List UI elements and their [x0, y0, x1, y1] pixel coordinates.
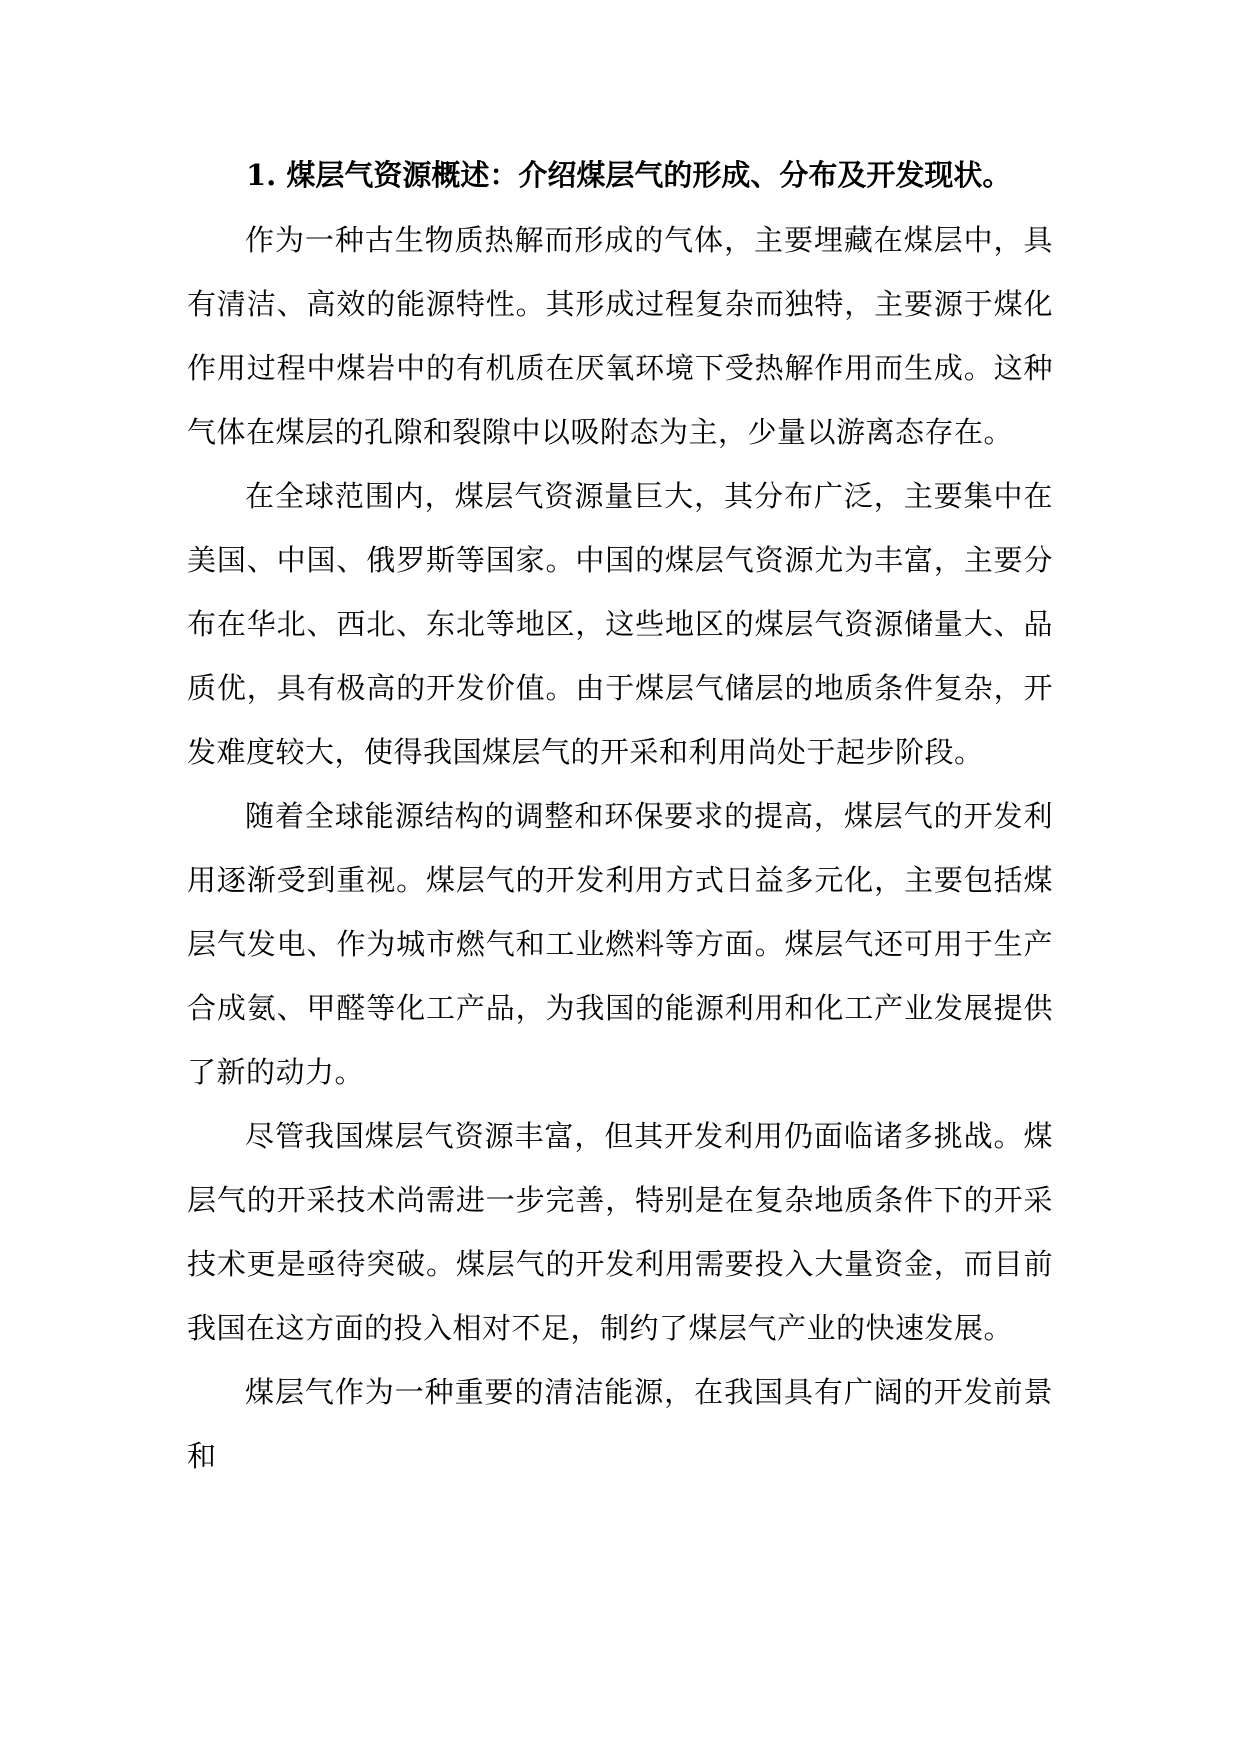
document-body	[187, 142, 1053, 1488]
paragraph-prospects: 煤层气作为一种重要的清洁能源，在我国具有广阔的开发前景和	[187, 1375, 1053, 1473]
paragraph-challenges: 尽管我国煤层气资源丰富，但其开发利用仍面临诸多挑战。煤层气的开采技术尚需进一步完善，特别是在复杂地质条件下的开采技术更是亟待突破。煤层气的开发利用需要投入大量资金，而目前我国在这方面的投入相对不足，制约了煤层气产业的快速发展。	[187, 1119, 1053, 1345]
paragraph-distribution: 在全球范围内，煤层气资源量巨大，其分布广泛，主要集中在美国、中国、俄罗斯等国家。中国的煤层气资源尤为丰富，主要分布在华北、西北、东北等地区，这些地区的煤层气资源储量大、品质优，具有极高的开发价值。由于煤层气储层的地质条件复杂，开发难度较大，使得我国煤层气的开采和利用尚处于起步阶段。	[187, 479, 1053, 769]
paragraph-formation: 作为一种古生物质热解而形成的气体，主要埋藏在煤层中，具有清洁、高效的能源特性。其形成过程复杂而独特，主要源于煤化作用过程中煤岩中的有机质在厌氧环境下受热解作用而生成。这种气体在煤层的孔隙和裂隙中以吸附态为主，少量以游离态存在。	[187, 223, 1053, 449]
paragraph-utilization: 随着全球能源结构的调整和环保要求的提高，煤层气的开发利用逐渐受到重视。煤层气的开发利用方式日益多元化，主要包括煤层气发电、作为城市燃气和工业燃料等方面。煤层气还可用于生产合成氨、甲醛等化工产品，为我国的能源利用和化工产业发展提供了新的动力。	[187, 799, 1053, 1089]
section-heading: 1. 煤层气资源概述：介绍煤层气的形成、分布及开发现状。	[246, 158, 1012, 192]
